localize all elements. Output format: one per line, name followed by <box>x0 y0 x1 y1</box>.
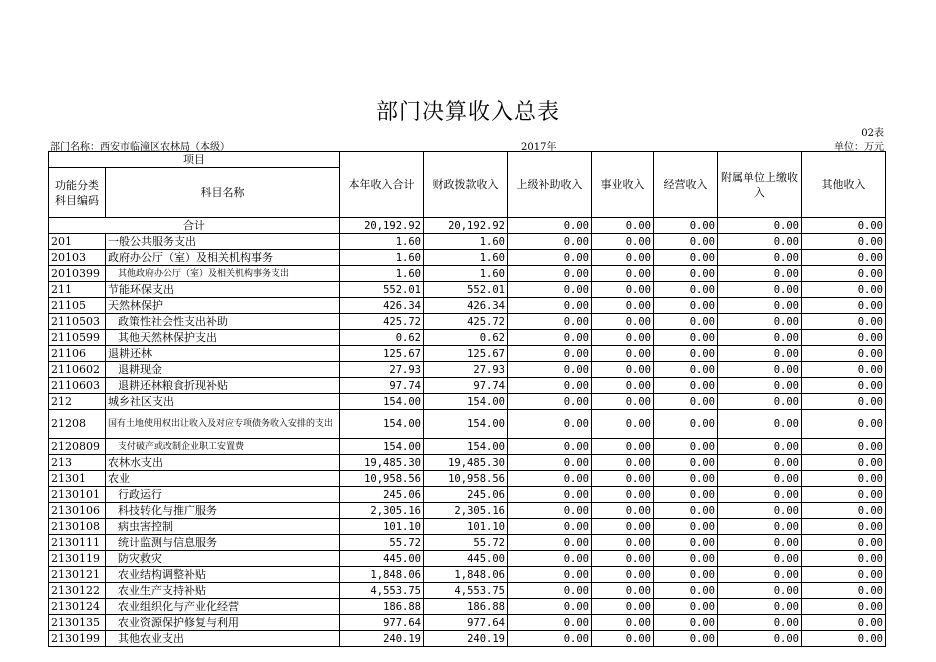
row-value-cell: 0.00 <box>654 298 718 314</box>
row-value-cell: 0.00 <box>592 599 654 615</box>
row-code: 2110503 <box>49 314 106 330</box>
row-subject-name: 城乡社区支出 <box>106 394 340 410</box>
row-subject-name: 病虫害控制 <box>106 519 340 535</box>
row-value-cell: 0.00 <box>802 394 886 410</box>
row-value-cell: 240.19 <box>340 631 424 647</box>
row-subject-name: 防灾救灾 <box>106 551 340 567</box>
row-value-cell: 0.00 <box>592 314 654 330</box>
row-code: 21301 <box>49 471 106 487</box>
row-value-cell: 0.00 <box>654 487 718 503</box>
row-value-cell: 0.00 <box>508 266 592 282</box>
row-value-cell: 552.01 <box>340 282 424 298</box>
col-header-fiscal: 财政拨款收入 <box>424 152 508 218</box>
row-subject-name: 天然林保护 <box>106 298 340 314</box>
row-value-cell: 0.00 <box>592 362 654 378</box>
row-code: 2130119 <box>49 551 106 567</box>
row-value-cell: 55.72 <box>340 535 424 551</box>
row-value-cell: 4,553.75 <box>424 583 508 599</box>
table-row <box>49 535 886 551</box>
row-value-cell: 1.60 <box>340 234 424 250</box>
row-value-cell: 0.62 <box>340 330 424 346</box>
report-year: 2017年 <box>521 142 557 153</box>
row-value-cell: 0.00 <box>718 378 802 394</box>
row-value-cell: 0.00 <box>718 394 802 410</box>
row-code: 20103 <box>49 250 106 266</box>
row-value-cell: 0.00 <box>718 599 802 615</box>
row-value-cell: 0.00 <box>592 519 654 535</box>
total-cell: 20,192.92 <box>424 218 508 234</box>
row-value-cell: 0.00 <box>802 362 886 378</box>
row-value-cell: 240.19 <box>424 631 508 647</box>
table-row <box>49 266 886 282</box>
row-value-cell: 0.00 <box>654 535 718 551</box>
row-value-cell: 0.00 <box>654 503 718 519</box>
row-value-cell: 0.00 <box>802 266 886 282</box>
row-value-cell: 0.00 <box>592 471 654 487</box>
row-value-cell: 0.00 <box>654 583 718 599</box>
row-value-cell: 0.00 <box>718 503 802 519</box>
row-value-cell: 0.00 <box>802 631 886 647</box>
row-value-cell: 0.00 <box>592 234 654 250</box>
total-cell: 0.00 <box>592 218 654 234</box>
row-value-cell: 10,958.56 <box>424 471 508 487</box>
row-value-cell: 0.00 <box>654 455 718 471</box>
row-value-cell: 0.00 <box>508 394 592 410</box>
row-value-cell: 1,848.06 <box>424 567 508 583</box>
row-value-cell: 154.00 <box>340 439 424 455</box>
department-label: 部门名称： <box>50 142 100 153</box>
form-number: 02表 <box>861 128 884 139</box>
row-value-cell: 0.00 <box>718 330 802 346</box>
row-value-cell: 0.00 <box>508 599 592 615</box>
col-header-total: 本年收入合计 <box>340 152 424 218</box>
table-row <box>49 439 886 455</box>
table-row <box>49 410 886 439</box>
row-subject-name: 农业生产支持补贴 <box>106 583 340 599</box>
row-value-cell: 977.64 <box>340 615 424 631</box>
row-subject-name: 统计监测与信息服务 <box>106 535 340 551</box>
table-row <box>49 487 886 503</box>
total-label: 合计 <box>49 218 340 234</box>
row-value-cell: 1.60 <box>424 250 508 266</box>
row-value-cell: 0.00 <box>592 615 654 631</box>
row-value-cell: 0.00 <box>718 266 802 282</box>
row-value-cell: 186.88 <box>340 599 424 615</box>
row-value-cell: 0.00 <box>508 362 592 378</box>
row-subject-name: 其他天然林保护支出 <box>106 330 340 346</box>
row-value-cell: 2,305.16 <box>340 503 424 519</box>
row-value-cell: 125.67 <box>424 346 508 362</box>
row-value-cell: 0.00 <box>592 266 654 282</box>
row-value-cell: 0.00 <box>592 583 654 599</box>
table-row <box>49 503 886 519</box>
row-value-cell: 0.00 <box>592 378 654 394</box>
table-row <box>49 250 886 266</box>
row-value-cell: 0.00 <box>802 439 886 455</box>
table-row <box>49 282 886 298</box>
row-value-cell: 0.00 <box>802 567 886 583</box>
row-value-cell: 0.00 <box>592 410 654 439</box>
row-value-cell: 27.93 <box>340 362 424 378</box>
row-value-cell: 0.00 <box>718 631 802 647</box>
row-value-cell: 0.00 <box>654 314 718 330</box>
row-value-cell: 0.00 <box>802 234 886 250</box>
row-subject-name: 退耕现金 <box>106 362 340 378</box>
row-value-cell: 0.00 <box>654 471 718 487</box>
row-code: 2130121 <box>49 567 106 583</box>
row-value-cell: 0.00 <box>508 410 592 439</box>
row-value-cell: 0.00 <box>654 615 718 631</box>
row-code: 2130111 <box>49 535 106 551</box>
row-subject-name: 政策性社会性支出补助 <box>106 314 340 330</box>
revenue-table <box>48 151 886 647</box>
row-value-cell: 245.06 <box>340 487 424 503</box>
row-code: 2130101 <box>49 487 106 503</box>
row-code: 21105 <box>49 298 106 314</box>
row-subject-name: 节能环保支出 <box>106 282 340 298</box>
row-value-cell: 0.00 <box>654 519 718 535</box>
row-value-cell: 55.72 <box>424 535 508 551</box>
row-subject-name: 政府办公厅（室）及相关机构事务 <box>106 250 340 266</box>
row-value-cell: 1.60 <box>340 266 424 282</box>
table-row <box>49 583 886 599</box>
table-row <box>49 346 886 362</box>
total-cell: 0.00 <box>508 218 592 234</box>
row-value-cell: 97.74 <box>424 378 508 394</box>
col-header-affiliated: 附属单位上缴收入 <box>718 152 802 218</box>
row-value-cell: 0.00 <box>802 378 886 394</box>
row-value-cell: 19,485.30 <box>340 455 424 471</box>
row-code: 2110602 <box>49 362 106 378</box>
row-value-cell: 0.00 <box>508 314 592 330</box>
row-value-cell: 0.00 <box>718 487 802 503</box>
row-value-cell: 0.00 <box>592 346 654 362</box>
row-value-cell: 0.00 <box>508 551 592 567</box>
row-value-cell: 0.00 <box>802 535 886 551</box>
row-value-cell: 0.00 <box>718 250 802 266</box>
row-value-cell: 0.00 <box>654 410 718 439</box>
row-value-cell: 0.00 <box>654 378 718 394</box>
row-value-cell: 0.00 <box>508 330 592 346</box>
row-value-cell: 0.00 <box>654 346 718 362</box>
row-value-cell: 0.00 <box>508 298 592 314</box>
row-value-cell: 552.01 <box>424 282 508 298</box>
row-value-cell: 19,485.30 <box>424 455 508 471</box>
row-value-cell: 125.67 <box>340 346 424 362</box>
col-header-business: 事业收入 <box>592 152 654 218</box>
row-value-cell: 0.00 <box>802 487 886 503</box>
table-row <box>49 330 886 346</box>
row-subject-name: 农业 <box>106 471 340 487</box>
row-value-cell: 0.00 <box>592 551 654 567</box>
row-value-cell: 154.00 <box>424 394 508 410</box>
row-value-cell: 0.00 <box>654 599 718 615</box>
row-value-cell: 1.60 <box>424 266 508 282</box>
project-header: 项目 <box>49 152 340 168</box>
table-row <box>49 631 886 647</box>
row-value-cell: 0.00 <box>802 314 886 330</box>
row-code: 2130106 <box>49 503 106 519</box>
row-value-cell: 245.06 <box>424 487 508 503</box>
row-value-cell: 426.34 <box>340 298 424 314</box>
row-value-cell: 445.00 <box>424 551 508 567</box>
row-code: 2130135 <box>49 615 106 631</box>
subject-name-header: 科目名称 <box>106 168 340 218</box>
unit-label: 单位：万元 <box>834 142 884 153</box>
row-value-cell: 154.00 <box>340 410 424 439</box>
row-value-cell: 154.00 <box>424 410 508 439</box>
table-row <box>49 471 886 487</box>
row-value-cell: 0.00 <box>802 471 886 487</box>
row-value-cell: 0.00 <box>718 615 802 631</box>
row-value-cell: 0.00 <box>592 631 654 647</box>
row-value-cell: 154.00 <box>424 439 508 455</box>
row-value-cell: 0.00 <box>654 631 718 647</box>
row-value-cell: 0.00 <box>718 551 802 567</box>
row-value-cell: 0.00 <box>802 583 886 599</box>
row-value-cell: 0.00 <box>654 250 718 266</box>
row-code: 2130108 <box>49 519 106 535</box>
row-code: 212 <box>49 394 106 410</box>
row-value-cell: 27.93 <box>424 362 508 378</box>
row-subject-name: 退耕还林粮食折现补贴 <box>106 378 340 394</box>
func-code-header: 功能分类科目编码 <box>49 168 106 218</box>
row-value-cell: 0.00 <box>592 567 654 583</box>
row-value-cell: 0.00 <box>508 631 592 647</box>
row-subject-name: 其他农业支出 <box>106 631 340 647</box>
table-row <box>49 519 886 535</box>
table-row <box>49 298 886 314</box>
row-value-cell: 0.00 <box>654 567 718 583</box>
row-value-cell: 0.00 <box>508 519 592 535</box>
row-value-cell: 0.00 <box>592 439 654 455</box>
table-row <box>49 599 886 615</box>
row-value-cell: 0.00 <box>718 298 802 314</box>
row-value-cell: 0.00 <box>592 487 654 503</box>
row-value-cell: 0.00 <box>592 282 654 298</box>
row-value-cell: 0.00 <box>718 471 802 487</box>
row-value-cell: 0.00 <box>592 394 654 410</box>
row-value-cell: 0.00 <box>718 346 802 362</box>
row-value-cell: 0.62 <box>424 330 508 346</box>
row-code: 213 <box>49 455 106 471</box>
row-subject-name: 其他政府办公厅（室）及相关机构事务支出 <box>106 266 340 282</box>
row-value-cell: 186.88 <box>424 599 508 615</box>
row-value-cell: 2,305.16 <box>424 503 508 519</box>
total-cell: 0.00 <box>718 218 802 234</box>
row-code: 201 <box>49 234 106 250</box>
row-value-cell: 0.00 <box>718 455 802 471</box>
row-value-cell: 0.00 <box>718 282 802 298</box>
total-cell: 0.00 <box>654 218 718 234</box>
row-subject-name: 退耕还林 <box>106 346 340 362</box>
row-code: 2130199 <box>49 631 106 647</box>
row-value-cell: 0.00 <box>508 583 592 599</box>
row-value-cell: 0.00 <box>508 439 592 455</box>
row-subject-name: 支付破产或改制企业职工安置费 <box>106 439 340 455</box>
row-value-cell: 0.00 <box>654 282 718 298</box>
row-value-cell: 0.00 <box>718 314 802 330</box>
row-value-cell: 0.00 <box>802 551 886 567</box>
table-row <box>49 567 886 583</box>
row-value-cell: 0.00 <box>508 234 592 250</box>
row-value-cell: 0.00 <box>802 298 886 314</box>
row-value-cell: 0.00 <box>508 567 592 583</box>
row-value-cell: 0.00 <box>508 250 592 266</box>
col-header-operating: 经营收入 <box>654 152 718 218</box>
row-value-cell: 426.34 <box>424 298 508 314</box>
department-name: 西安市临潼区农林局（本级） <box>100 142 230 153</box>
row-subject-name: 行政运行 <box>106 487 340 503</box>
row-value-cell: 0.00 <box>718 519 802 535</box>
total-cell: 20,192.92 <box>340 218 424 234</box>
row-value-cell: 0.00 <box>508 535 592 551</box>
table-row <box>49 455 886 471</box>
col-header-other: 其他收入 <box>802 152 886 218</box>
row-value-cell: 0.00 <box>802 282 886 298</box>
row-value-cell: 0.00 <box>654 266 718 282</box>
row-value-cell: 0.00 <box>718 567 802 583</box>
table-row <box>49 551 886 567</box>
row-value-cell: 10,958.56 <box>340 471 424 487</box>
row-code: 2110603 <box>49 378 106 394</box>
row-subject-name: 科技转化与推广服务 <box>106 503 340 519</box>
row-value-cell: 101.10 <box>424 519 508 535</box>
row-value-cell: 0.00 <box>654 234 718 250</box>
table-row <box>49 234 886 250</box>
row-code: 2110599 <box>49 330 106 346</box>
row-value-cell: 4,553.75 <box>340 583 424 599</box>
total-cell: 0.00 <box>802 218 886 234</box>
row-subject-name: 农业结构调整补贴 <box>106 567 340 583</box>
row-code: 2130124 <box>49 599 106 615</box>
row-value-cell: 154.00 <box>340 394 424 410</box>
table-row <box>49 378 886 394</box>
row-value-cell: 0.00 <box>802 330 886 346</box>
row-value-cell: 0.00 <box>592 455 654 471</box>
row-value-cell: 0.00 <box>802 410 886 439</box>
row-code: 211 <box>49 282 106 298</box>
total-row <box>49 218 886 234</box>
row-value-cell: 0.00 <box>508 346 592 362</box>
row-code: 2010399 <box>49 266 106 282</box>
row-value-cell: 1.60 <box>340 250 424 266</box>
row-value-cell: 97.74 <box>340 378 424 394</box>
row-value-cell: 0.00 <box>718 583 802 599</box>
table-row <box>49 314 886 330</box>
row-value-cell: 0.00 <box>508 503 592 519</box>
row-value-cell: 1,848.06 <box>340 567 424 583</box>
row-value-cell: 0.00 <box>508 615 592 631</box>
row-value-cell: 0.00 <box>802 615 886 631</box>
row-value-cell: 0.00 <box>718 362 802 378</box>
table-row <box>49 394 886 410</box>
row-value-cell: 0.00 <box>508 455 592 471</box>
row-value-cell: 0.00 <box>592 250 654 266</box>
row-value-cell: 445.00 <box>340 551 424 567</box>
row-value-cell: 0.00 <box>802 346 886 362</box>
row-value-cell: 0.00 <box>654 394 718 410</box>
row-value-cell: 0.00 <box>802 519 886 535</box>
row-value-cell: 0.00 <box>592 330 654 346</box>
row-value-cell: 0.00 <box>654 330 718 346</box>
row-value-cell: 0.00 <box>654 551 718 567</box>
col-header-superior: 上级补助收入 <box>508 152 592 218</box>
row-value-cell: 0.00 <box>654 362 718 378</box>
row-code: 21106 <box>49 346 106 362</box>
row-value-cell: 977.64 <box>424 615 508 631</box>
row-value-cell: 1.60 <box>424 234 508 250</box>
row-code: 21208 <box>49 410 106 439</box>
row-value-cell: 0.00 <box>802 503 886 519</box>
row-subject-name: 一般公共服务支出 <box>106 234 340 250</box>
row-value-cell: 0.00 <box>802 250 886 266</box>
row-subject-name: 农业资源保护修复与利用 <box>106 615 340 631</box>
row-value-cell: 0.00 <box>718 410 802 439</box>
row-value-cell: 425.72 <box>340 314 424 330</box>
page-title: 部门决算收入总表 <box>375 100 560 125</box>
row-value-cell: 0.00 <box>592 535 654 551</box>
table-row <box>49 615 886 631</box>
row-code: 2120809 <box>49 439 106 455</box>
row-value-cell: 0.00 <box>508 282 592 298</box>
row-value-cell: 101.10 <box>340 519 424 535</box>
row-value-cell: 0.00 <box>718 439 802 455</box>
row-subject-name: 农业组织化与产业化经营 <box>106 599 340 615</box>
row-value-cell: 425.72 <box>424 314 508 330</box>
row-value-cell: 0.00 <box>508 487 592 503</box>
row-value-cell: 0.00 <box>718 234 802 250</box>
row-value-cell: 0.00 <box>802 599 886 615</box>
row-subject-name: 国有土地使用权出让收入及对应专项债务收入安排的支出 <box>106 410 340 439</box>
row-subject-name: 农林水支出 <box>106 455 340 471</box>
row-value-cell: 0.00 <box>592 503 654 519</box>
row-value-cell: 0.00 <box>508 471 592 487</box>
row-value-cell: 0.00 <box>654 439 718 455</box>
table-row <box>49 362 886 378</box>
row-value-cell: 0.00 <box>508 378 592 394</box>
row-value-cell: 0.00 <box>802 455 886 471</box>
row-code: 2130122 <box>49 583 106 599</box>
row-value-cell: 0.00 <box>718 535 802 551</box>
row-value-cell: 0.00 <box>592 298 654 314</box>
